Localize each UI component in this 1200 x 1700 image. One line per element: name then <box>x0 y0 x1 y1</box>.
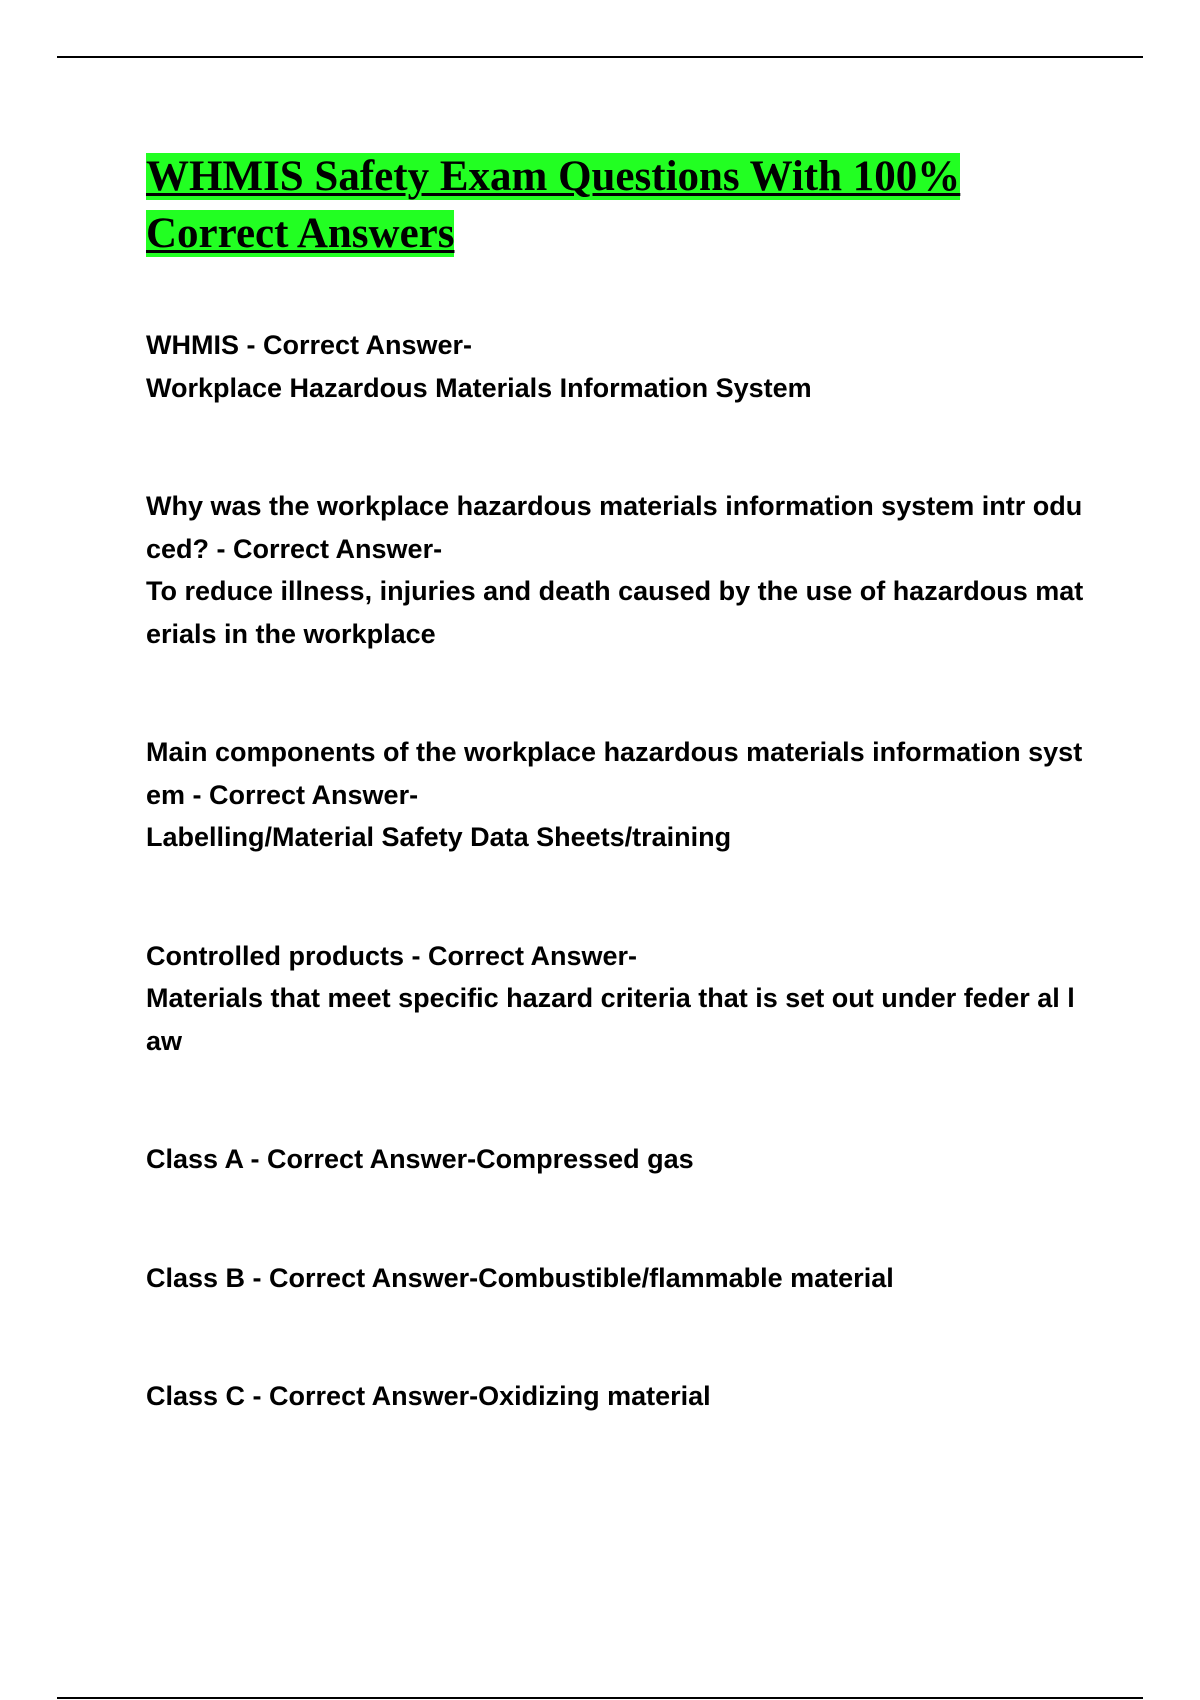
qa-item-controlled-products <box>146 935 1086 1063</box>
document-title <box>146 148 1086 262</box>
question-text: WHMIS - Correct Answer- <box>146 330 473 360</box>
top-rule <box>57 56 1143 58</box>
question-text: Why was the workplace hazardous materials information system intr oduced? - Correct Answer- <box>146 491 1083 564</box>
answer-text: Materials that meet specific hazard criteria that is set out under feder al law <box>146 983 1075 1056</box>
question-text: Controlled products - Correct Answer- <box>146 940 638 971</box>
qa-text: Class C - Correct Answer-Oxidizing material <box>146 1381 711 1411</box>
qa-text: Class A - Correct Answer-Compressed gas <box>146 1144 694 1174</box>
qa-item-main-components <box>146 731 1086 859</box>
qa-item-class-b <box>146 1257 1086 1300</box>
question-text: Main components of the workplace hazardous materials information system - Correct Answer- <box>146 737 1083 810</box>
qa-item-class-a <box>146 1138 1086 1181</box>
answer-text: Workplace Hazardous Materials Information System <box>146 372 812 403</box>
document-title-text: WHMIS Safety Exam Questions With 100% Correct Answers <box>146 153 961 257</box>
qa-item-why-introduced <box>146 485 1086 655</box>
qa-list <box>146 324 1086 1418</box>
answer-text: To reduce illness, injuries and death caused by the use of hazardous materials in the workplace <box>146 576 1084 649</box>
qa-item-whmis <box>146 324 1086 409</box>
answer-text: Labelling/Material Safety Data Sheets/training <box>146 822 732 852</box>
qa-item-class-c <box>146 1375 1086 1418</box>
qa-text: Class B - Correct Answer-Combustible/flammable material <box>146 1262 894 1293</box>
document-body <box>146 148 1086 1494</box>
bottom-rule <box>57 1697 1143 1699</box>
